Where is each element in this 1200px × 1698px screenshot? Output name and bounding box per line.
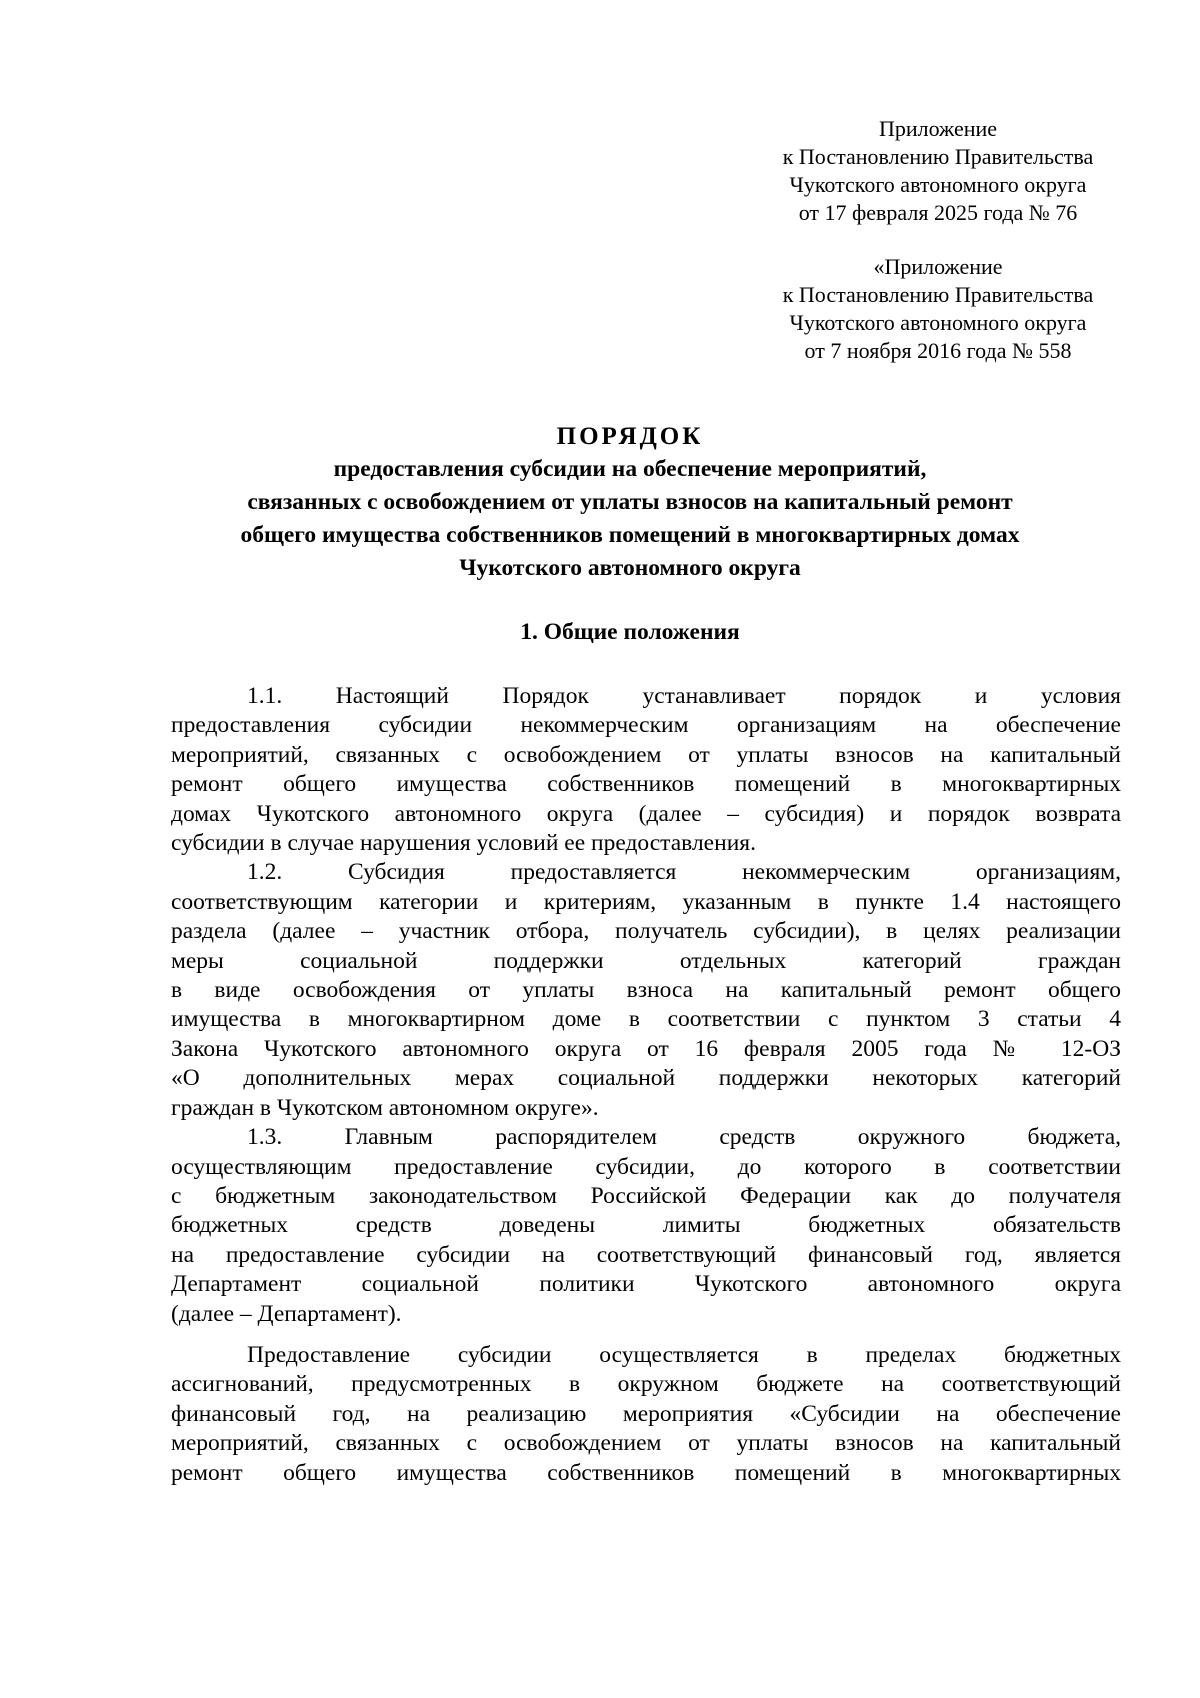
paragraph-line: предоставления субсидии некоммерческим организациям на обеспечение bbox=[171, 712, 1121, 739]
paragraph-line: Предоставление субсидии осуществляется в пределах бюджетных bbox=[247, 1341, 1121, 1368]
paragraph-line: Закона Чукотского автономного округа от 16 февраля 2005 года № 12-ОЗ bbox=[171, 1035, 1121, 1062]
appendix-original bbox=[748, 253, 1128, 365]
paragraph-line: соответствующим категории и критериям, указанным в пункте 1.4 настоящего bbox=[171, 888, 1121, 915]
paragraph-line: с бюджетным законодательством Российской Федерации как до получателя bbox=[171, 1182, 1121, 1209]
paragraph-1-3 bbox=[171, 1123, 1121, 1329]
appendix-original-line: к Постановлению Правительства bbox=[782, 282, 1094, 307]
paragraph-line: «О дополнительных мерах социальной поддержки некоторых категорий bbox=[171, 1065, 1121, 1092]
appendix-current-line: Чукотского автономного округа bbox=[789, 172, 1087, 197]
document-title: ПОРЯДОК bbox=[556, 423, 704, 450]
appendix-original-line: «Приложение bbox=[873, 254, 1003, 279]
paragraph-line: на предоставление субсидии на соответствующий финансовый год, является bbox=[171, 1241, 1121, 1268]
appendix-current-line: Приложение bbox=[878, 116, 998, 141]
section-heading: 1. Общие положения bbox=[520, 619, 740, 645]
paragraph-line: домах Чукотского автономного округа (далее – субсидия) и порядок возврата bbox=[171, 800, 1121, 827]
document-title-block bbox=[160, 421, 1100, 585]
paragraph-line: финансовый год, на реализацию мероприятия «Субсидии на обеспечение bbox=[171, 1400, 1121, 1427]
document-subtitle-line: связанных с освобождением от уплаты взносов на капитальный ремонт bbox=[247, 489, 1013, 515]
document-subtitle-line: Чукотского автономного округа bbox=[459, 555, 801, 581]
appendix-current-line: к Постановлению Правительства bbox=[782, 144, 1094, 169]
document-body bbox=[171, 682, 1121, 1488]
paragraph-line: 1.3. Главным распорядителем средств окружного бюджета, bbox=[247, 1124, 1121, 1151]
paragraph-line: в виде освобождения от уплаты взноса на капитальный ремонт общего bbox=[171, 977, 1121, 1004]
paragraph-line: бюджетных средств доведены лимиты бюджетных обязательств bbox=[171, 1212, 1121, 1239]
paragraph-line: ассигнований, предусмотренных в окружном бюджете на соответствующий bbox=[171, 1371, 1121, 1398]
paragraph-line: граждан в Чукотском автономном округе». bbox=[171, 1094, 599, 1121]
document-subtitle-line: предоставления субсидии на обеспечение мероприятий, bbox=[333, 456, 927, 482]
appendix-original-line: Чукотского автономного округа bbox=[789, 310, 1087, 335]
appendix-current bbox=[748, 115, 1128, 227]
paragraph-line: Департамент социальной политики Чукотского автономного округа bbox=[171, 1271, 1121, 1298]
paragraph-line: осуществляющим предоставление субсидии, до которого в соответствии bbox=[171, 1153, 1121, 1180]
paragraph-line: раздела (далее – участник отбора, получатель субсидии), в целях реализации bbox=[171, 918, 1121, 945]
document-subtitle-line: общего имущества собственников помещений в многоквартирных домах bbox=[240, 522, 1020, 548]
paragraph-line: меры социальной поддержки отдельных категорий граждан bbox=[171, 947, 1121, 974]
paragraph-line: ремонт общего имущества собственников помещений в многоквартирных bbox=[171, 771, 1121, 798]
paragraph-1-2 bbox=[171, 858, 1121, 1123]
paragraph-line: субсидии в случае нарушения условий ее предоставления. bbox=[171, 830, 756, 857]
paragraph-line: мероприятий, связанных с освобождением от уплаты взносов на капитальный bbox=[171, 741, 1121, 768]
appendix-current-line: от 17 февраля 2025 года № 76 bbox=[798, 200, 1078, 225]
paragraph-funding bbox=[171, 1341, 1121, 1488]
paragraph-line: 1.2. Субсидия предоставляется некоммерческим организациям, bbox=[247, 859, 1121, 886]
paragraph-1-1 bbox=[171, 682, 1121, 858]
paragraph-line: ремонт общего имущества собственников помещений в многоквартирных bbox=[171, 1459, 1121, 1486]
paragraph-line: имущества в многоквартирном доме в соответствии с пунктом 3 статьи 4 bbox=[171, 1006, 1121, 1033]
appendix-original-line: от 7 ноября 2016 года № 558 bbox=[804, 338, 1072, 363]
paragraph-line: (далее – Департамент). bbox=[171, 1300, 402, 1327]
paragraph-line: мероприятий, связанных с освобождением от уплаты взносов на капитальный bbox=[171, 1430, 1121, 1457]
paragraph-line: 1.1. Настоящий Порядок устанавливает порядок и условия bbox=[247, 683, 1121, 709]
